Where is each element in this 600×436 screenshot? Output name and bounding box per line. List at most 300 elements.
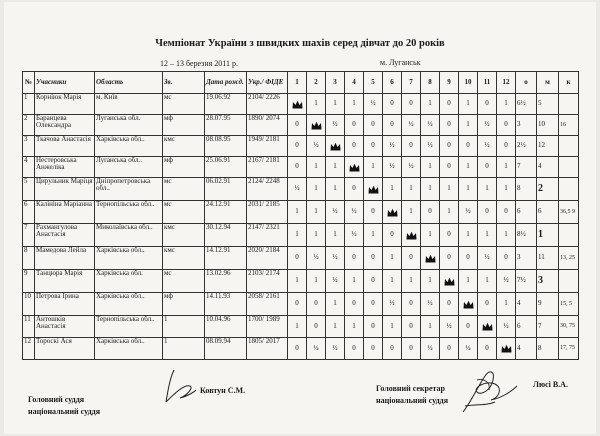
player-name: Петрова Ірина [35,293,95,316]
table-row [23,178,579,201]
result-cell: 1 [421,224,440,247]
event-city: м. Луганськ [380,58,421,67]
crown-icon [387,208,398,217]
self-cell [497,338,516,360]
crown-icon [444,277,455,286]
result-cell: 0 [440,247,459,270]
points-cell: 2½ [516,136,537,157]
result-cell: 0 [345,338,364,360]
crown-icon [501,344,512,353]
self-cell [364,178,383,201]
player-region: Харківська обл.. [95,293,163,316]
player-name: Нестеровська Анжеліка [35,157,95,178]
row-number: 4 [23,157,35,178]
self-cell [288,94,307,115]
player-rating: 2031/ 2185 [247,201,288,224]
result-cell: 0 [497,136,516,157]
result-cell: ½ [383,136,402,157]
header-rank: Зв. [163,72,205,94]
result-cell: 1 [345,270,364,293]
result-cell: 1 [421,178,440,201]
row-number: 1 [23,94,35,115]
result-cell: ½ [497,270,516,293]
table-row [23,201,579,224]
result-cell: 1 [402,270,421,293]
player-rank: мс [163,94,205,115]
player-rank: кмс [163,224,205,247]
player-region: Тернопільська обл.. [95,201,163,224]
coef-cell: 30, 75 [559,316,579,338]
result-cell: 1 [288,316,307,338]
row-number: 5 [23,178,35,201]
player-rating: 2104/ 2226 [247,94,288,115]
result-cell: 0 [497,115,516,136]
player-rating: 2058/ 2161 [247,293,288,316]
result-cell: 0 [307,293,326,316]
crown-icon [482,322,493,331]
coef-cell [559,224,579,247]
result-cell: 0 [364,247,383,270]
result-cell: ½ [326,338,345,360]
player-region: Харківська обл.. [95,247,163,270]
place-cell: 1 [537,224,559,247]
result-cell: 1 [497,178,516,201]
result-cell: 0 [364,316,383,338]
result-cell: ½ [478,247,497,270]
result-cell: ½ [326,247,345,270]
result-cell: ½ [402,115,421,136]
result-cell: 1 [440,178,459,201]
result-cell: 1 [459,94,478,115]
player-rank: 1 [163,316,205,338]
crown-icon [292,100,303,109]
result-cell: ½ [288,178,307,201]
player-dob: 06.02.91 [205,178,247,201]
player-rating: 2020/ 2184 [247,247,288,270]
result-cell: ½ [421,136,440,157]
result-cell: 0 [288,247,307,270]
coef-cell: 36,5 9 [559,201,579,224]
result-cell: 0 [402,136,421,157]
place-cell: 5 [537,94,559,115]
result-cell: 1 [288,270,307,293]
header-round: 2 [307,72,326,94]
result-cell: 0 [478,201,497,224]
result-cell: 1 [326,178,345,201]
player-rank: кмс [163,136,205,157]
result-cell: 0 [402,316,421,338]
result-cell: 0 [478,94,497,115]
result-cell: 0 [402,293,421,316]
header-rating: Укр./ ФІДЕ [247,72,288,94]
result-cell: 0 [288,157,307,178]
points-cell: 7 [516,157,537,178]
result-cell: 1 [459,224,478,247]
result-cell: ½ [364,94,383,115]
result-cell: 1 [459,115,478,136]
player-rank: мс [163,178,205,201]
player-rating: 2147/ 2321 [247,224,288,247]
result-cell: 0 [459,247,478,270]
table-row [23,247,579,270]
result-cell: 0 [497,247,516,270]
result-cell: 0 [383,338,402,360]
table-row [23,157,579,178]
crosstable [22,71,579,360]
points-cell: 7½ [516,270,537,293]
header-player: Учасники [35,72,95,94]
player-region: Харківська обл.. [95,338,163,360]
player-rank: мф [163,157,205,178]
result-cell: 0 [364,201,383,224]
crown-icon [425,254,436,263]
player-rating: 2167/ 2181 [247,157,288,178]
self-cell [345,157,364,178]
coef-cell [559,178,579,201]
result-cell: 0 [345,115,364,136]
result-cell: 0 [383,224,402,247]
header-round: 11 [478,72,497,94]
table-row [23,270,579,293]
player-name: Мамедова Лейла [35,247,95,270]
result-cell: 1 [307,201,326,224]
table-row [23,338,579,360]
result-cell: 0 [288,338,307,360]
crown-icon [311,121,322,130]
points-cell: 4 [516,293,537,316]
result-cell: 1 [307,178,326,201]
document-title: Чемпіонат України з швидких шахів серед дівчат до 20 років [155,38,445,49]
coef-cell [559,94,579,115]
result-cell: 1 [497,94,516,115]
header-round: 9 [440,72,459,94]
header-row [23,72,579,94]
place-cell: 2 [537,178,559,201]
result-cell: 0 [345,178,364,201]
result-cell: 1 [307,157,326,178]
result-cell: 1 [326,157,345,178]
place-cell: 7 [537,316,559,338]
place-cell: 12 [537,136,559,157]
table-row [23,293,579,316]
player-region: м. Київ [95,94,163,115]
result-cell: 1 [478,178,497,201]
result-cell: 0 [440,115,459,136]
table-row [23,316,579,338]
result-cell: 0 [402,94,421,115]
player-dob: 08.08.95 [205,136,247,157]
table-row [23,224,579,247]
result-cell: ½ [497,316,516,338]
result-cell: ½ [459,338,478,360]
points-cell: 3 [516,115,537,136]
header-points: о [516,72,537,94]
player-region: Луганська обл.. [95,157,163,178]
result-cell: 1 [478,224,497,247]
table-row [23,136,579,157]
result-cell: ½ [402,157,421,178]
chief-judge-category: національний суддя [28,406,101,416]
result-cell: 1 [345,316,364,338]
row-number: 12 [23,338,35,360]
table-row [23,115,579,136]
result-cell: ½ [478,115,497,136]
row-number: 7 [23,224,35,247]
result-cell: 0 [497,201,516,224]
player-dob: 30.12.94 [205,224,247,247]
result-cell: 0 [364,136,383,157]
result-cell: 1 [288,224,307,247]
result-cell: 1 [440,201,459,224]
result-cell: 0 [345,247,364,270]
result-cell: ½ [421,293,440,316]
coef-cell [559,157,579,178]
points-cell: 6 [516,201,537,224]
player-region: Харківська обл.. [95,136,163,157]
result-cell: ½ [440,316,459,338]
table-row [23,94,579,115]
crown-icon [349,163,360,172]
self-cell [383,201,402,224]
row-number: 11 [23,316,35,338]
player-name: Корнiюк Марiя [35,94,95,115]
player-rating: 1700/ 1989 [247,316,288,338]
result-cell: 1 [307,94,326,115]
result-cell: ½ [478,136,497,157]
result-cell: ½ [459,201,478,224]
result-cell: 1 [364,157,383,178]
crown-icon [330,142,341,151]
header-dob: Дата рожд. [205,72,247,94]
result-cell: 1 [383,247,402,270]
result-cell: 0 [364,115,383,136]
player-region: Дніпропетровська обл.. [95,178,163,201]
secretary-title: Головний секретар [376,384,446,393]
result-cell: 0 [402,338,421,360]
coef-cell: 16 [559,115,579,136]
result-cell: 1 [497,157,516,178]
player-name: Танцюра Марiя [35,270,95,293]
result-cell: 1 [421,270,440,293]
player-region: Харківська обл. [95,270,163,293]
player-name: Антошків Анастасія [35,316,95,338]
self-cell [459,293,478,316]
header-num: № [23,72,35,94]
result-cell: 1 [459,270,478,293]
header-place: м [537,72,559,94]
header-round: 4 [345,72,364,94]
player-name: Цирульник Марiця [35,178,95,201]
result-cell: 0 [383,115,402,136]
self-cell [478,316,497,338]
chief-judge-name: Ковтун С.М. [200,386,246,395]
result-cell: 0 [307,316,326,338]
result-cell: ½ [421,115,440,136]
crown-icon [406,231,417,240]
result-cell: 0 [478,338,497,360]
player-rank: мс [163,270,205,293]
result-cell: 1 [459,157,478,178]
header-round: 12 [497,72,516,94]
player-region: Миколаївська обл.. [95,224,163,247]
player-dob: 28.07.95 [205,115,247,136]
player-dob: 19.06.92 [205,94,247,115]
result-cell: 0 [364,293,383,316]
result-cell: ½ [326,115,345,136]
result-cell: 1 [383,178,402,201]
result-cell: 1 [402,201,421,224]
result-cell: 0 [421,201,440,224]
player-rank: мф [163,293,205,316]
player-name: Баранцева Олександра [35,115,95,136]
points-cell: 6 [516,316,537,338]
player-rating: 2124/ 2248 [247,178,288,201]
result-cell: 0 [288,293,307,316]
row-number: 6 [23,201,35,224]
player-region: Луганська обл. [95,115,163,136]
result-cell: 0 [459,136,478,157]
result-cell: 0 [288,115,307,136]
coef-cell: 15, 5 [559,293,579,316]
result-cell: 0 [440,224,459,247]
result-cell: ½ [307,338,326,360]
header-round: 8 [421,72,440,94]
place-cell: 6 [537,201,559,224]
row-number: 9 [23,270,35,293]
result-cell: 1 [326,316,345,338]
player-name: Ткачова Анастасія [35,136,95,157]
event-dates: 12 – 13 березня 2011 р. [160,59,238,68]
place-cell: 8 [537,338,559,360]
secretary-category: національний суддя [376,395,449,405]
place-cell: 4 [537,157,559,178]
points-cell: 6½ [516,94,537,115]
header-round: 10 [459,72,478,94]
result-cell: ½ [345,201,364,224]
result-cell: 1 [459,178,478,201]
player-dob: 10.04.96 [205,316,247,338]
result-cell: 1 [497,224,516,247]
secretary-label [376,383,448,406]
result-cell: ½ [326,270,345,293]
place-cell: 3 [537,270,559,293]
player-rank: 1 [163,338,205,360]
result-cell: 0 [478,293,497,316]
header-round: 3 [326,72,345,94]
result-cell: ½ [307,136,326,157]
self-cell [440,270,459,293]
place-cell: 10 [537,115,559,136]
result-cell: 0 [345,293,364,316]
self-cell [402,224,421,247]
result-cell: 1 [326,293,345,316]
player-dob: 08.09.94 [205,338,247,360]
coef-cell [559,270,579,293]
row-number: 2 [23,115,35,136]
points-cell: 8½ [516,224,537,247]
player-rating: 2103/ 2174 [247,270,288,293]
crown-icon [368,185,379,194]
result-cell: ½ [421,338,440,360]
result-cell: 1 [497,293,516,316]
player-dob: 14.11.93 [205,293,247,316]
row-number: 8 [23,247,35,270]
player-dob: 24.12.91 [205,201,247,224]
self-cell [326,136,345,157]
self-cell [307,115,326,136]
player-name: Тороскі Ася [35,338,95,360]
result-cell: 1 [288,201,307,224]
result-cell: 1 [345,94,364,115]
points-cell: 8 [516,178,537,201]
player-rating: 1805/ 2017 [247,338,288,360]
header-round: 6 [383,72,402,94]
place-cell: 11 [537,247,559,270]
player-rank: мф [163,115,205,136]
result-cell: 1 [478,270,497,293]
header-coef: к [559,72,579,94]
result-cell: 1 [383,270,402,293]
result-cell: 0 [440,157,459,178]
result-cell: ½ [326,201,345,224]
result-cell: 1 [421,316,440,338]
coef-cell [559,136,579,157]
secretary-name: Люсі В.А. [533,380,568,389]
row-number: 10 [23,293,35,316]
crosstable-body [23,94,579,360]
result-cell: 1 [307,224,326,247]
header-region: Область [95,72,163,94]
result-cell: 0 [440,136,459,157]
coef-cell: 17, 75 [559,338,579,360]
result-cell: 1 [421,94,440,115]
result-cell: 0 [459,316,478,338]
place-cell: 9 [537,293,559,316]
player-name: Рахмангулова Анастасія [35,224,95,247]
chief-judge-label [28,394,100,417]
result-cell: 1 [364,224,383,247]
result-cell: ½ [383,293,402,316]
result-cell: 0 [440,94,459,115]
player-rank: кмс [163,247,205,270]
result-cell: 0 [440,293,459,316]
result-cell: 0 [364,338,383,360]
crown-icon [463,300,474,309]
result-cell: 1 [307,270,326,293]
result-cell: 1 [383,316,402,338]
player-rating: 1949/ 2181 [247,136,288,157]
result-cell: 0 [478,157,497,178]
result-cell: ½ [383,157,402,178]
row-number: 3 [23,136,35,157]
result-cell: 0 [383,94,402,115]
coef-cell: 13, 25 [559,247,579,270]
chief-judge-title: Головний суддя [28,395,85,404]
secretary-signature [455,362,525,418]
result-cell: 1 [402,178,421,201]
result-cell: 1 [326,224,345,247]
header-round: 7 [402,72,421,94]
player-dob: 13.02.96 [205,270,247,293]
result-cell: 1 [421,157,440,178]
points-cell: 3 [516,247,537,270]
result-cell: ½ [307,247,326,270]
player-dob: 14.12.91 [205,247,247,270]
result-cell: 0 [440,338,459,360]
player-rank: мс [163,201,205,224]
points-cell: 4 [516,338,537,360]
result-cell: ½ [345,224,364,247]
